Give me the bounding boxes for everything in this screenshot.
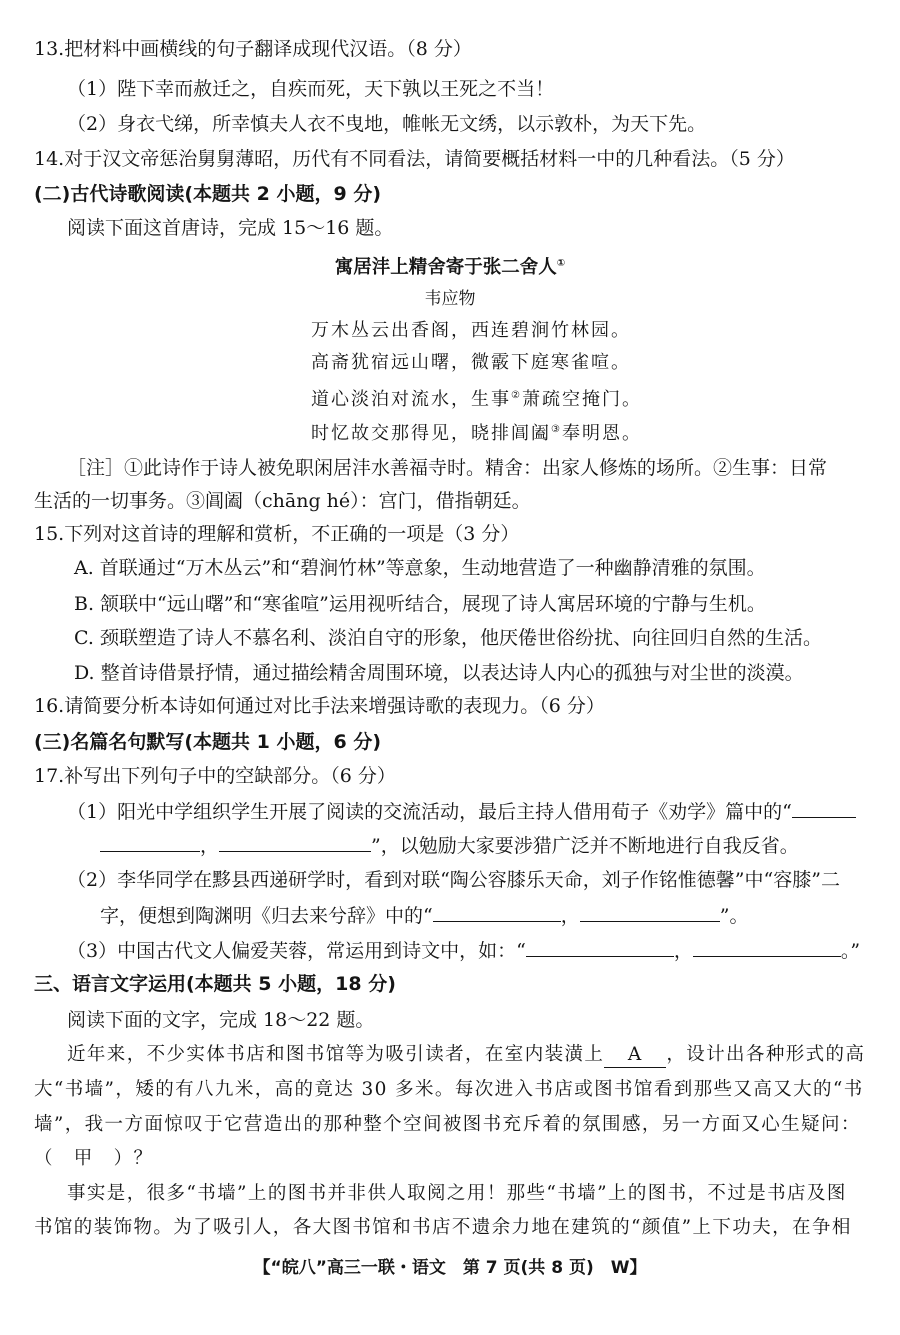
part-3-intro: 阅读下面的文字，完成 18～22 题。 [67, 1009, 375, 1031]
q17-part-1-continued: ， ”，以勉励大家要涉猎广泛并不断地进行自我反省。 [100, 833, 799, 858]
fill-blank-a[interactable]: A [604, 1043, 666, 1068]
answer-blank[interactable] [792, 799, 856, 818]
poem-author: 韦应物 [424, 289, 476, 309]
q14-stem: 14.对于汉文帝惩治舅舅薄昭，历代有不同看法，请简要概括材料一中的几种看法。（5 分） [34, 148, 795, 170]
q17-part-2: （2）李华同学在黟县西递研学时，看到对联“陶公容膝乐天命，刘子作铭惟德馨”中“容膝”二 [67, 869, 840, 891]
passage-line-6: 书馆的装饰物。为了吸引人，各大图书馆和书店不遗余力地在建筑的“颜值”上下功夫，在争相 [34, 1217, 852, 1238]
passage-line-2: 大“书墙”，矮的有八九米，高的竟达 30 多米。每次进入书店或图书馆看到那些又高又大的“书 [34, 1079, 864, 1100]
answer-blank[interactable] [433, 903, 561, 922]
footnote-mark: ③ [551, 424, 562, 435]
answer-blank[interactable] [219, 833, 371, 852]
passage-line-5: 事实是，很多“书墙”上的图书并非供人取阅之用！那些“书墙”上的图书，不过是书店及图 [67, 1183, 847, 1204]
footnote-mark: ① [556, 258, 566, 269]
footnote-mark: ② [511, 390, 522, 401]
poem-line-1: 万木丛云出香阁，西连碧涧竹林园。 [311, 320, 631, 341]
poetry-intro: 阅读下面这首唐诗，完成 15～16 题。 [67, 217, 394, 239]
q15-option-a: A. 首联通过“万木丛云”和“碧涧竹林”等意象，生动地营造了一种幽静清雅的氛围。 [74, 557, 766, 579]
answer-blank[interactable] [100, 833, 200, 852]
q15-option-b: B. 颔联中“远山曙”和“寒雀喧”运用视听结合，展现了诗人寓居环境的宁静与生机。 [74, 593, 766, 615]
section-poetry-heading: (二)古代诗歌阅读(本题共 2 小题，9 分) [34, 183, 382, 205]
passage-line-3: 墙”，我一方面惊叹于它营造出的那种整个空间被图书充斥着的氛围感，另一方面又心生疑问： [34, 1114, 861, 1135]
q13-sentence-2: （2）身衣弋绨，所幸慎夫人衣不曳地，帷帐无文绣，以示敦朴，为天下先。 [67, 113, 707, 135]
answer-blank[interactable] [526, 938, 674, 957]
answer-blank[interactable] [693, 938, 841, 957]
q17-part-1: （1）阳光中学组织学生开展了阅读的交流活动，最后主持人借用荀子《劝学》篇中的“ [67, 799, 856, 824]
part-3-heading: 三、语言文字运用(本题共 5 小题，18 分) [34, 973, 396, 995]
q13-stem: 13.把材料中画横线的句子翻译成现代汉语。（8 分） [34, 38, 472, 60]
passage-line-1: 近年来，不少实体书店和图书馆等为吸引读者，在室内装潢上 A ，设计出各种形式的高 [67, 1043, 865, 1068]
q17-stem: 17.补写出下列句子中的空缺部分。（6 分） [34, 765, 396, 787]
q15-option-d: D. 整首诗借景抒情，通过描绘精舍周围环境，以表达诗人内心的孤独与对尘世的淡漠。 [74, 662, 804, 684]
poem-note-line-2: 生活的一切事务。③阊阖（chāng hé）：宫门，借指朝廷。 [34, 490, 531, 512]
poem-note-line-1: ［注］①此诗作于诗人被免职闲居沣水善福寺时。精舍：出家人修炼的场所。②生事：日常 [67, 457, 828, 479]
q15-stem: 15.下列对这首诗的理解和赏析，不正确的一项是（3 分） [34, 523, 520, 545]
page-footer: 【“皖八”高三一联・语文 第 7 页(共 8 页) W】 [253, 1258, 647, 1278]
answer-blank[interactable] [580, 903, 720, 922]
passage-line-4: （ 甲 ）？ [34, 1148, 154, 1169]
q13-sentence-1: （1）陛下幸而赦迁之，自疾而死，天下孰以王死之不当！ [67, 78, 555, 100]
section-recitation-heading: (三)名篇名句默写(本题共 1 小题，6 分) [34, 731, 382, 753]
poem-title: 寓居沣上精舍寄于张二舍人① [334, 257, 566, 279]
poem-line-2: 高斋犹宿远山曙，微霰下庭寒雀喧。 [311, 352, 631, 373]
poem-line-3: 道心淡泊对流水，生事②萧疏空掩门。 [311, 389, 642, 410]
q17-part-2-continued: 字，便想到陶渊明《归去来兮辞》中的“ ， ”。 [100, 905, 749, 927]
q15-option-c: C. 颈联塑造了诗人不慕名利、淡泊自守的形象，他厌倦世俗纷扰、向往回归自然的生活。 [74, 627, 822, 649]
poem-line-4: 时忆故交那得见，晓排阊阖③奉明恩。 [311, 423, 642, 444]
q17-part-3: （3）中国古代文人偏爱芙蓉，常运用到诗文中，如：“ ， 。” [67, 940, 861, 962]
q16-stem: 16.请简要分析本诗如何通过对比手法来增强诗歌的表现力。（6 分） [34, 695, 605, 717]
